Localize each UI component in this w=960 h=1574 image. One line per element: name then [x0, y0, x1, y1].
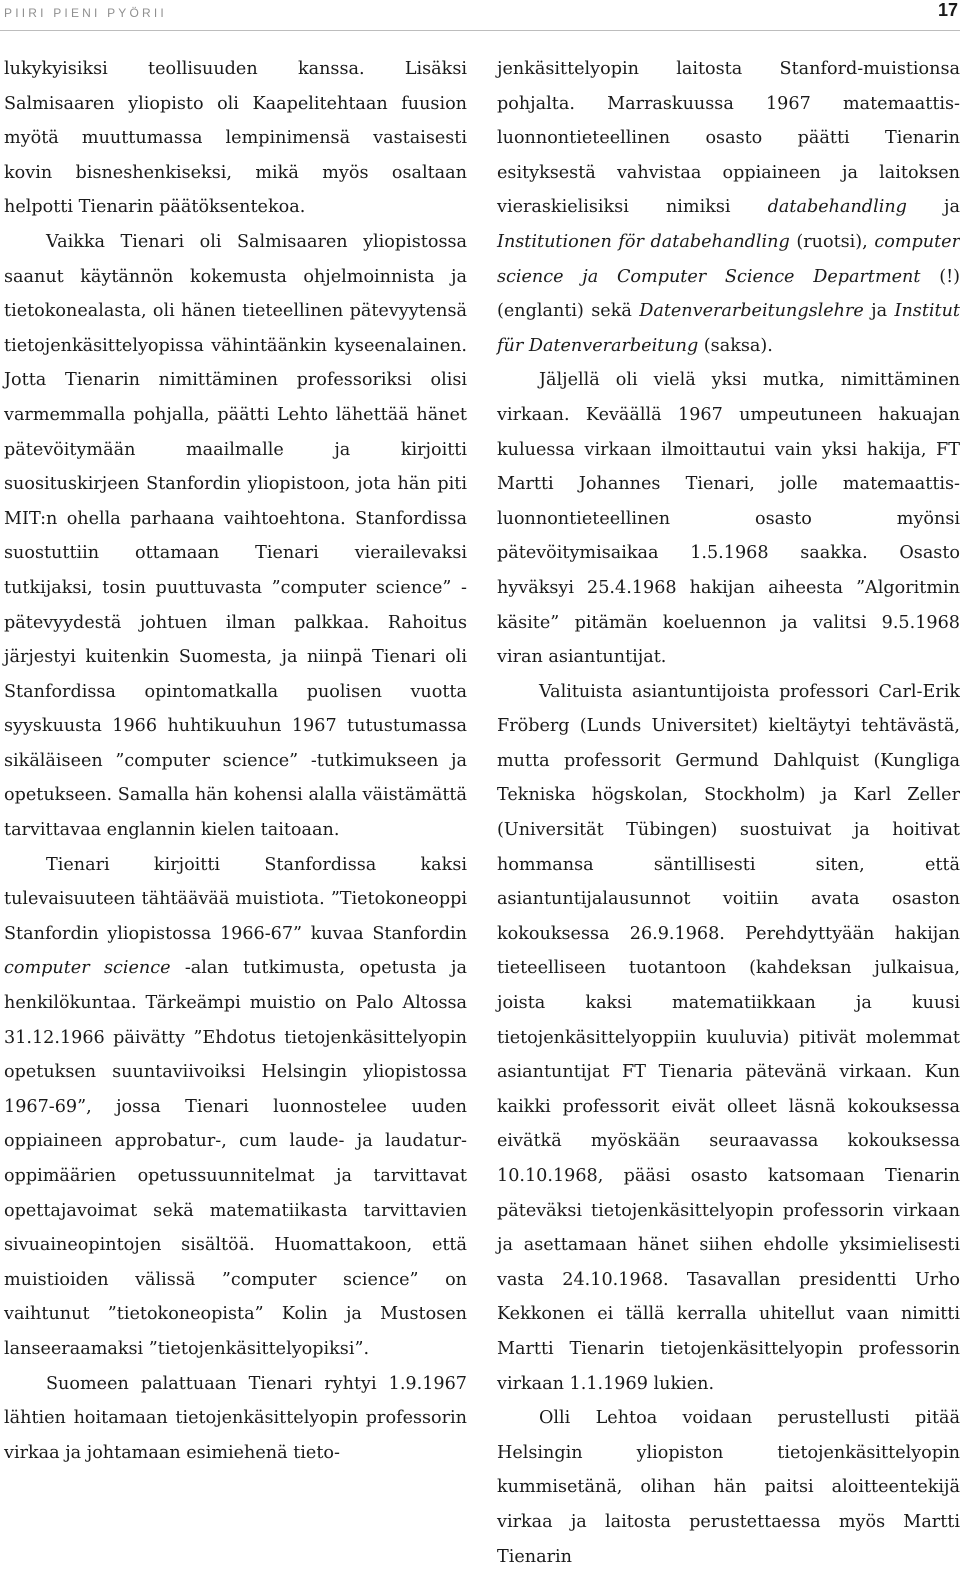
page-header — [0, 0, 960, 32]
paragraph: lukykyisiksi teollisuuden kanssa. Lisäksi Salmisaaren yliopisto oli Kaapelitehtaan fuusion myötä muuttumassa lempinimensä vastaisesti kovin bisneshenkiseksi, mikä myös osaltaan helpotti Tienarin päätöksentekoa. — [4, 59, 467, 218]
italic-term: Datenverarbeitungslehre — [639, 301, 864, 322]
italic-term: Institut für Datenverarbeitung — [497, 301, 960, 356]
text-run: ja — [863, 301, 895, 322]
italic-term: databehandling — [767, 197, 907, 218]
page-number: 17 — [937, 0, 958, 20]
running-head: PIIRI PIENI PYÖRII — [4, 6, 167, 20]
left-column — [4, 52, 467, 1470]
paragraph: Valituista asiantuntijoista professori Carl-Erik Fröberg (Lunds Universitet) kieltäytyi tehtävästä, mutta professorit Germund Dahlquist (Kungliga Tekniska högskolan, Stockholm) ja Karl Zeller (Universität Tübingen) suostuivat ja hoitivat hommansa säntillisesti siten, että asiantuntijalausunnot voitiin avata osaston kokouksessa 26.9.1968. Perehdyttyään hakijan tieteelliseen tuotantoon (kahdeksan julkaisua, joista kaksi matematiikkaan ja kuusi tietojenkäsittelyoppiin kuuluvia) pitivät molemmat asiantuntijat FT Tienaria pätevänä virkaan. Kun kaikki professorit eivät olleet läsnä kokouksessa eivätkä myöskään seuraavassa kokouksessa 10.10.1968, pääsi osasto katsomaan Tienarin päteväksi tietojenkäsittelyopin professorin virkaan ja asettamaan hänet siihen ehdolle yksimielisesti vasta 24.10.1968. Tasavallan presidentti Urho Kekkonen ei tällä kerralla uhitellut vaan nimitti Martti Tienarin tietojenkäsittelyopin professorin virkaan 1.1.1969 lukien. — [497, 681, 960, 1394]
italic-term: computer science — [4, 958, 171, 979]
paragraph — [497, 52, 960, 363]
header-rule — [0, 30, 960, 31]
italic-term: computer science ja Computer Science Department — [497, 231, 960, 287]
paragraph: Olli Lehtoa voidaan perustellusti pitää Helsingin yliopiston tietojenkäsittelyopin kummisetänä, olihan hän paitsi aloitteentekijä virkaa ja laitosta perustettaessa myös Martti Tienarin — [497, 1408, 960, 1567]
paragraph: Jäljellä oli vielä yksi mutka, nimittäminen virkaan. Keväällä 1967 umpeutuneen hakuajan kuluessa virkaan ilmoittautui vain yksi hakija, FT Martti Johannes Tienari, jolle matemaattis-luonnontieteellinen osasto myönsi pätevöitymisaikaa 1.5.1968 saakka. Osasto hyväksyi 25.4.1968 hakijan aiheesta ”Algoritmin käsite” pitämän koeluennon ja valitsi 9.5.1968 viran asiantuntijat. — [497, 370, 960, 668]
text-run: Tienari kirjoitti Stanfordissa kaksi tulevaisuuteen tähtäävää muistiota. ”Tietokoneoppi Stanfordin yliopistossa 1966-67” kuvaa Stanfordin — [4, 854, 467, 944]
text-run: -alan tutkimusta, opetusta ja henkilökuntaa. Tärkeämpi muistio on Palo Altossa 31.12.1966 päivätty ”Ehdotus tietojenkäsittelyopin opetuksen suuntaviivoiksi Helsingin yliopistossa 1967-69”, jossa Tienari luonnostelee uuden oppiaineen approbatur-, cum laude- ja laudatur-oppimäärien opetussuunnitelmat ja tarvittavat opettajavoimat sekä matematiikasta tarvittavien sivuaineopintojen sisältöä. Huomattakoon, että muistioiden välissä ”computer science” on vaihtunut ”tietokoneopista” Kolin ja Mustosen lanseeraamaksi ”tietojenkäsittelyopiksi”. — [4, 958, 467, 1359]
paragraph: Vaikka Tienari oli Salmisaaren yliopistossa saanut käytännön kokemusta ohjelmoinnista ja tietokonealasta, oli hänen tieteellinen pätevyytensä tietojenkäsittelyopissa vähintäänkin kyseenalainen. Jotta Tienarin nimittäminen professoriksi olisi varmemmalla pohjalla, päätti Lehto lähettää hänet pätevöitymään maailmalle ja kirjoitti suosituskirjeen Stanfordin yliopistoon, jota hän piti MIT:n ohella parhaana vaihtoehtona. Stanfordissa suostuttiin ottamaan Tienari vierailevaksi tutkijaksi, tosin puuttuvasta ”computer science” -pätevyydestä johtuen ilman palkkaa. Rahoitus järjestyi kuitenkin Suomesta, ja niinpä Tienari oli Stanfordissa opintomatkalla puolisen vuotta syyskuusta 1966 huhtikuuhun 1967 tutustumassa sikäläiseen ”computer science” -tutkimukseen ja opetukseen. Samalla hän kohensi alalla väistämättä tarvittavaa englannin kielen taitoaan. — [4, 231, 467, 841]
paragraph — [4, 848, 467, 1367]
text-run: (ruotsi), — [789, 231, 875, 252]
text-run: (saksa). — [698, 335, 773, 356]
text-run: (!) (englanti) sekä — [497, 266, 960, 322]
text-run: jenkäsittelyopin laitosta Stanford-muistionsa pohjalta. Marraskuussa 1967 matemaattis-luonnontieteellinen osasto päätti Tienarin esityksestä vahvistaa oppiaineen ja laitoksen vieraskielisiksi nimiksi — [497, 59, 960, 218]
paragraph: Suomeen palattuaan Tienari ryhtyi 1.9.1967 lähtien hoitamaan tietojenkäsittelyopin professorin virkaa ja johtamaan esimiehenä tieto- — [4, 1373, 467, 1463]
right-column — [497, 52, 960, 1574]
italic-term: Institutionen för databehandling — [497, 231, 790, 252]
text-run: ja — [906, 197, 960, 218]
